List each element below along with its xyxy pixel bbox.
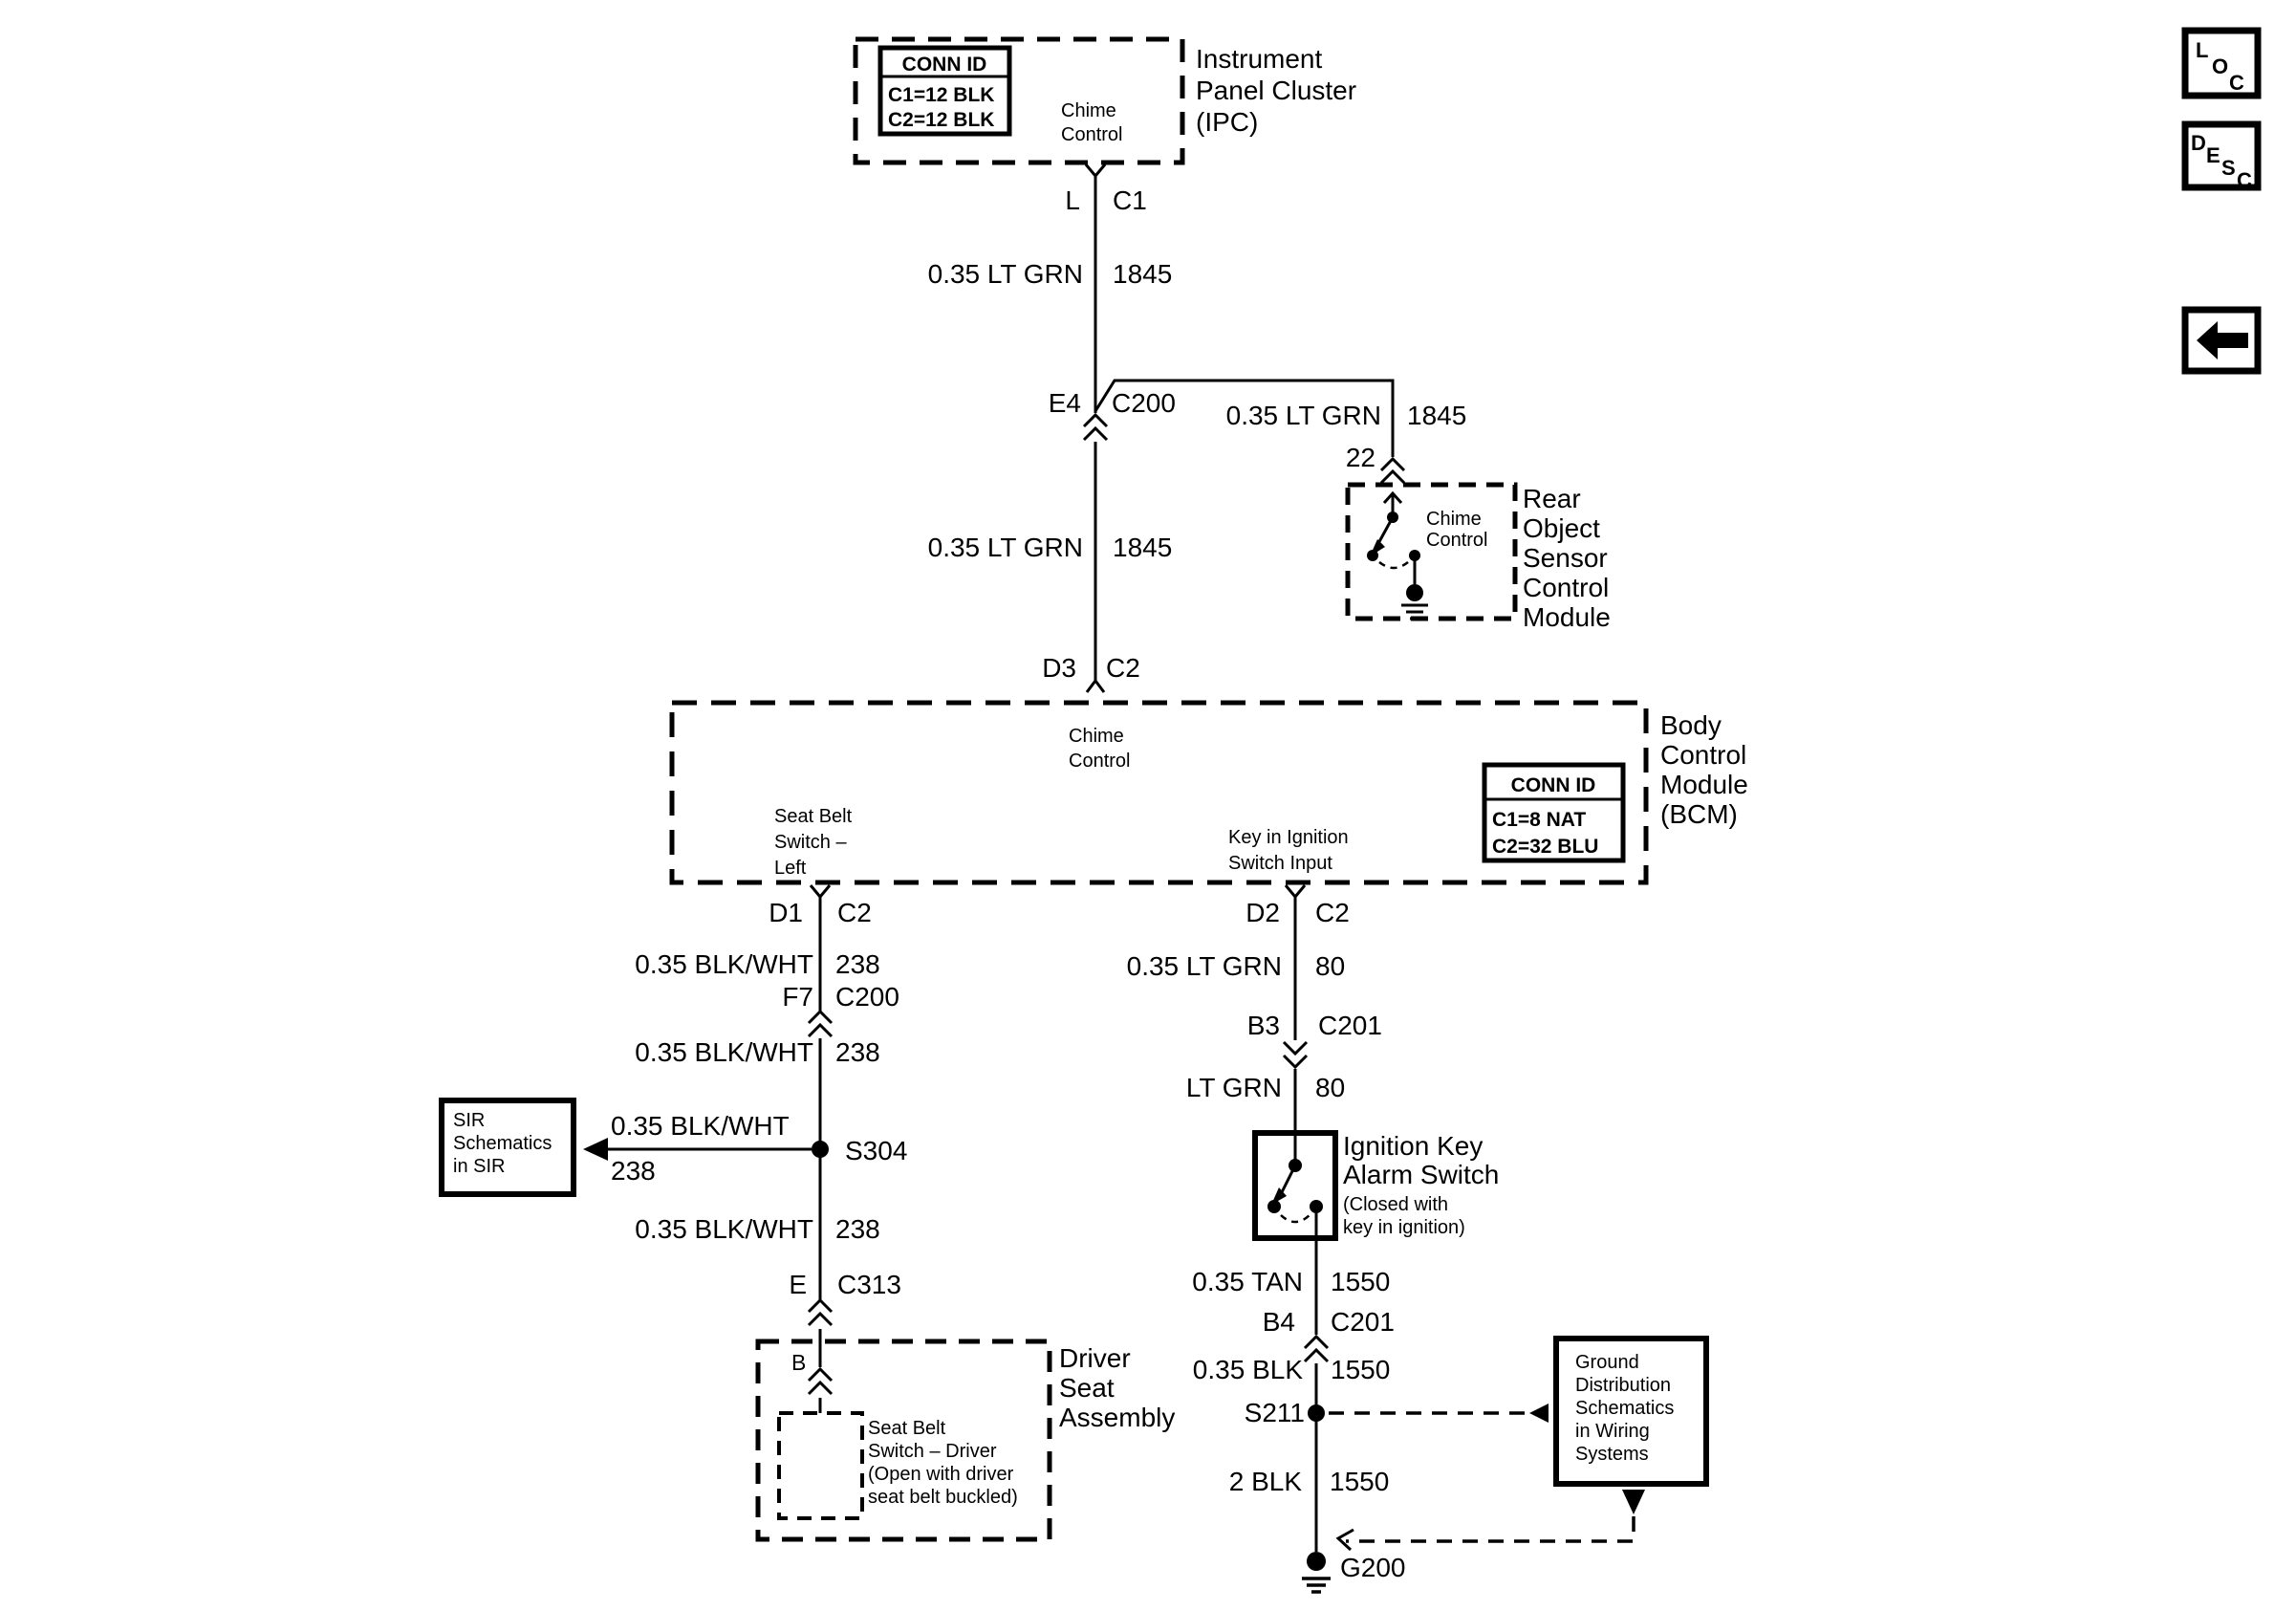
ipc-connector-label: C1 (1113, 185, 1147, 215)
seat-title-line1: Driver (1059, 1343, 1131, 1373)
ground-box-bottom-arrowhead (1622, 1490, 1645, 1514)
ipc-conn-header: CONN ID (901, 54, 987, 76)
desc-button[interactable] (2185, 124, 2258, 192)
ipc-signal-line1: Chime (1061, 100, 1116, 121)
branch-pin-22: 22 (1345, 443, 1375, 472)
right-wire5-circuit: 1550 (1330, 1467, 1390, 1496)
bcm-signal-line2: Control (1069, 751, 1131, 772)
loc-button[interactable] (2185, 31, 2258, 96)
connector-pin-b3: B3 (1246, 1011, 1280, 1040)
seat-belt-switch-dashed-outline (779, 1413, 862, 1518)
connector-id-b4-c201: C201 (1331, 1307, 1395, 1337)
bcm-seatbelt-label-line1: Seat Belt (774, 806, 853, 827)
sir-box-line3[interactable]: in SIR (453, 1156, 506, 1177)
connector-b4-c201 (1263, 1307, 1395, 1361)
left-wire2-circuit: 238 (835, 1037, 880, 1067)
connector-e4-c200 (1049, 388, 1176, 440)
connector-label-d1-c2: C2 (837, 898, 872, 927)
ipc-conn-id-table (880, 48, 1009, 134)
right-wire1-circuit: 80 (1315, 951, 1346, 981)
seat-connector-chevron2 (809, 1382, 832, 1394)
seat-switch-label-line1: Seat Belt (868, 1418, 946, 1439)
wire-name-lower: 0.35 LT GRN (927, 533, 1083, 562)
rear-object-module-box (1348, 484, 1611, 632)
sir-box-line2[interactable]: Schematics (453, 1133, 552, 1154)
seat-switch-label-line2: Switch – Driver (868, 1441, 997, 1462)
sir-arrowhead (583, 1138, 608, 1161)
ipc-signal-line2: Control (1061, 124, 1123, 145)
bcm-conn-row-c1: C1=8 NAT (1492, 809, 1587, 831)
bcm-module-box (672, 703, 1748, 882)
ipc-module-box (856, 39, 1356, 163)
loc-letter-o[interactable]: O (2212, 54, 2229, 78)
pin-y-symbol (1086, 164, 1105, 176)
ground-box-line3[interactable]: Schematics (1575, 1398, 1675, 1419)
bcm-seatbelt-label-line3: Left (774, 858, 807, 879)
splice-s211 (1245, 1398, 1325, 1427)
bcm-seatbelt-label-line2: Switch – (774, 832, 847, 853)
right-wire3-name: 0.35 TAN (1192, 1267, 1303, 1296)
driver-seat-assembly-box (758, 1341, 1175, 1539)
ipc-conn-row-c1: C1=12 BLK (888, 84, 995, 106)
loc-letter-c[interactable]: C (2229, 71, 2244, 95)
key-ignition-wire (1295, 905, 1316, 1552)
left-wire1-name: 0.35 BLK/WHT (635, 949, 813, 979)
connector-pin-b4: B4 (1262, 1307, 1295, 1337)
rear-title-line3: Sensor (1523, 543, 1608, 573)
bcm-key-label-line1: Key in Ignition (1228, 827, 1349, 848)
branch-wire-circuit: 1845 (1407, 401, 1467, 430)
connector-b3-c201 (1247, 1011, 1382, 1067)
wire-circuit-upper: 1845 (1113, 259, 1173, 289)
left-wire1-circuit: 238 (835, 949, 880, 979)
sir-reference (442, 1100, 812, 1194)
ground-box-line5[interactable]: Systems (1575, 1444, 1649, 1465)
ground-g200-label: G200 (1340, 1553, 1406, 1582)
connector-pin-e4: E4 (1048, 388, 1081, 418)
right-wire4-circuit: 1550 (1331, 1355, 1391, 1384)
bcm-title-line4: (BCM) (1660, 799, 1738, 829)
connector-label-d2-c2: C2 (1315, 898, 1350, 927)
connector-pin-f7: F7 (782, 982, 813, 1012)
ground-ref-arrowhead (1529, 1404, 1549, 1423)
ignition-title-line1: Ignition Key (1343, 1131, 1484, 1161)
splice-s211-label: S211 (1244, 1398, 1305, 1427)
ipc-title-line1: Instrument (1196, 44, 1323, 74)
right-wire5-name: 2 BLK (1228, 1467, 1302, 1496)
ipc-title-line3: (IPC) (1196, 107, 1259, 137)
rear-signal-line1: Chime (1426, 509, 1482, 530)
desc-letter-s[interactable]: S (2221, 156, 2236, 180)
right-wire2-circuit: 80 (1315, 1073, 1346, 1102)
branch-wire-name: 0.35 LT GRN (1225, 401, 1381, 430)
connector-label-c2: C2 (1106, 653, 1140, 683)
connector-id-f7-c200: C200 (835, 982, 899, 1012)
bcm-title-line2: Control (1660, 740, 1747, 770)
splice-s304-label: S304 (845, 1136, 908, 1165)
connector-id-b3-c201: C201 (1318, 1011, 1382, 1040)
ipc-pin-label: L (1065, 185, 1080, 215)
rear-title-line5: Module (1523, 602, 1611, 632)
ignition-note-line1: (Closed with (1343, 1194, 1449, 1215)
rear-module-switch-symbol (1367, 493, 1428, 619)
rear-signal-line2: Control (1426, 530, 1488, 551)
left-wire3-circuit: 238 (835, 1214, 880, 1244)
ipc-pin-connector (1065, 164, 1146, 215)
sir-box-line1[interactable]: SIR (453, 1110, 486, 1131)
back-button[interactable] (2185, 310, 2258, 371)
left-wire3-name: 0.35 BLK/WHT (635, 1214, 813, 1244)
ground-g200 (1302, 1552, 1406, 1592)
ipc-title-line2: Panel Cluster (1196, 76, 1357, 105)
wire-circuit-lower: 1845 (1113, 533, 1173, 562)
pin-label-d2: D2 (1245, 898, 1280, 927)
right-wire4-name: 0.35 BLK (1192, 1355, 1303, 1384)
connector-id-c313: C313 (837, 1270, 901, 1299)
bcm-conn-id-table (1484, 765, 1623, 860)
ignition-key-alarm-switch (1255, 1131, 1499, 1238)
right-wire1-name: 0.35 LT GRN (1126, 951, 1282, 981)
seat-switch-label-line4: seat belt buckled) (868, 1487, 1018, 1508)
pin-d2-c2 (1245, 885, 1350, 927)
sir-wire-name: 0.35 BLK/WHT (611, 1111, 790, 1141)
bcm-conn-header: CONN ID (1510, 774, 1596, 796)
bcm-key-label-line2: Switch Input (1228, 853, 1332, 874)
ground-box-line2[interactable]: Distribution (1575, 1375, 1672, 1396)
splice-dot (812, 1141, 829, 1158)
left-wire2-name: 0.35 BLK/WHT (635, 1037, 813, 1067)
right-wire2-name: LT GRN (1185, 1073, 1282, 1102)
ignition-note-line2: key in ignition) (1343, 1217, 1465, 1238)
bcm-title-line1: Body (1660, 710, 1722, 740)
ground-box-line1[interactable]: Ground (1575, 1352, 1639, 1373)
ignition-switch-travel-arc (1281, 1215, 1310, 1222)
desc-letter-d[interactable]: D (2191, 131, 2206, 155)
ground-dot (1307, 1552, 1326, 1571)
wire-name-upper: 0.35 LT GRN (927, 259, 1083, 289)
loc-letter-l[interactable]: L (2196, 38, 2209, 62)
pin-label-d1: D1 (769, 898, 803, 927)
seat-connector-chevron1 (809, 1369, 832, 1381)
connector-pin-e: E (789, 1270, 807, 1299)
ground-ref-dashed-return (1346, 1516, 1634, 1541)
rear-title-line1: Rear (1523, 484, 1581, 513)
seat-pin-b-label: B (791, 1350, 807, 1375)
desc-letter-e[interactable]: E (2206, 143, 2220, 167)
pin-d3-c2 (1042, 653, 1140, 692)
sir-wire-circuit: 238 (611, 1156, 656, 1186)
splice-s304 (812, 1136, 907, 1165)
seat-title-line3: Assembly (1059, 1403, 1176, 1432)
pin-label-d3: D3 (1042, 653, 1076, 683)
bcm-conn-row-c2: C2=32 BLU (1492, 836, 1599, 858)
switch-travel-arc (1379, 562, 1408, 568)
bcm-signal-line1: Chime (1069, 726, 1124, 747)
seat-title-line2: Seat (1059, 1373, 1115, 1403)
connector-e-c313 (789, 1270, 901, 1325)
connector-f7-c200 (782, 982, 899, 1036)
splice-dot (1308, 1404, 1325, 1422)
ignition-title-line2: Alarm Switch (1343, 1160, 1500, 1189)
rear-title-line2: Object (1523, 513, 1600, 543)
rear-title-line4: Control (1523, 573, 1610, 602)
ipc-conn-row-c2: C2=12 BLK (888, 109, 995, 131)
right-wire3-circuit: 1550 (1331, 1267, 1391, 1296)
bcm-title-line3: Module (1660, 770, 1748, 799)
connector-id-c200: C200 (1112, 388, 1176, 418)
seat-switch-label-line3: (Open with driver (868, 1464, 1014, 1485)
desc-letter-c[interactable]: C (2237, 168, 2252, 192)
ground-box-line4[interactable]: in Wiring (1575, 1421, 1650, 1442)
